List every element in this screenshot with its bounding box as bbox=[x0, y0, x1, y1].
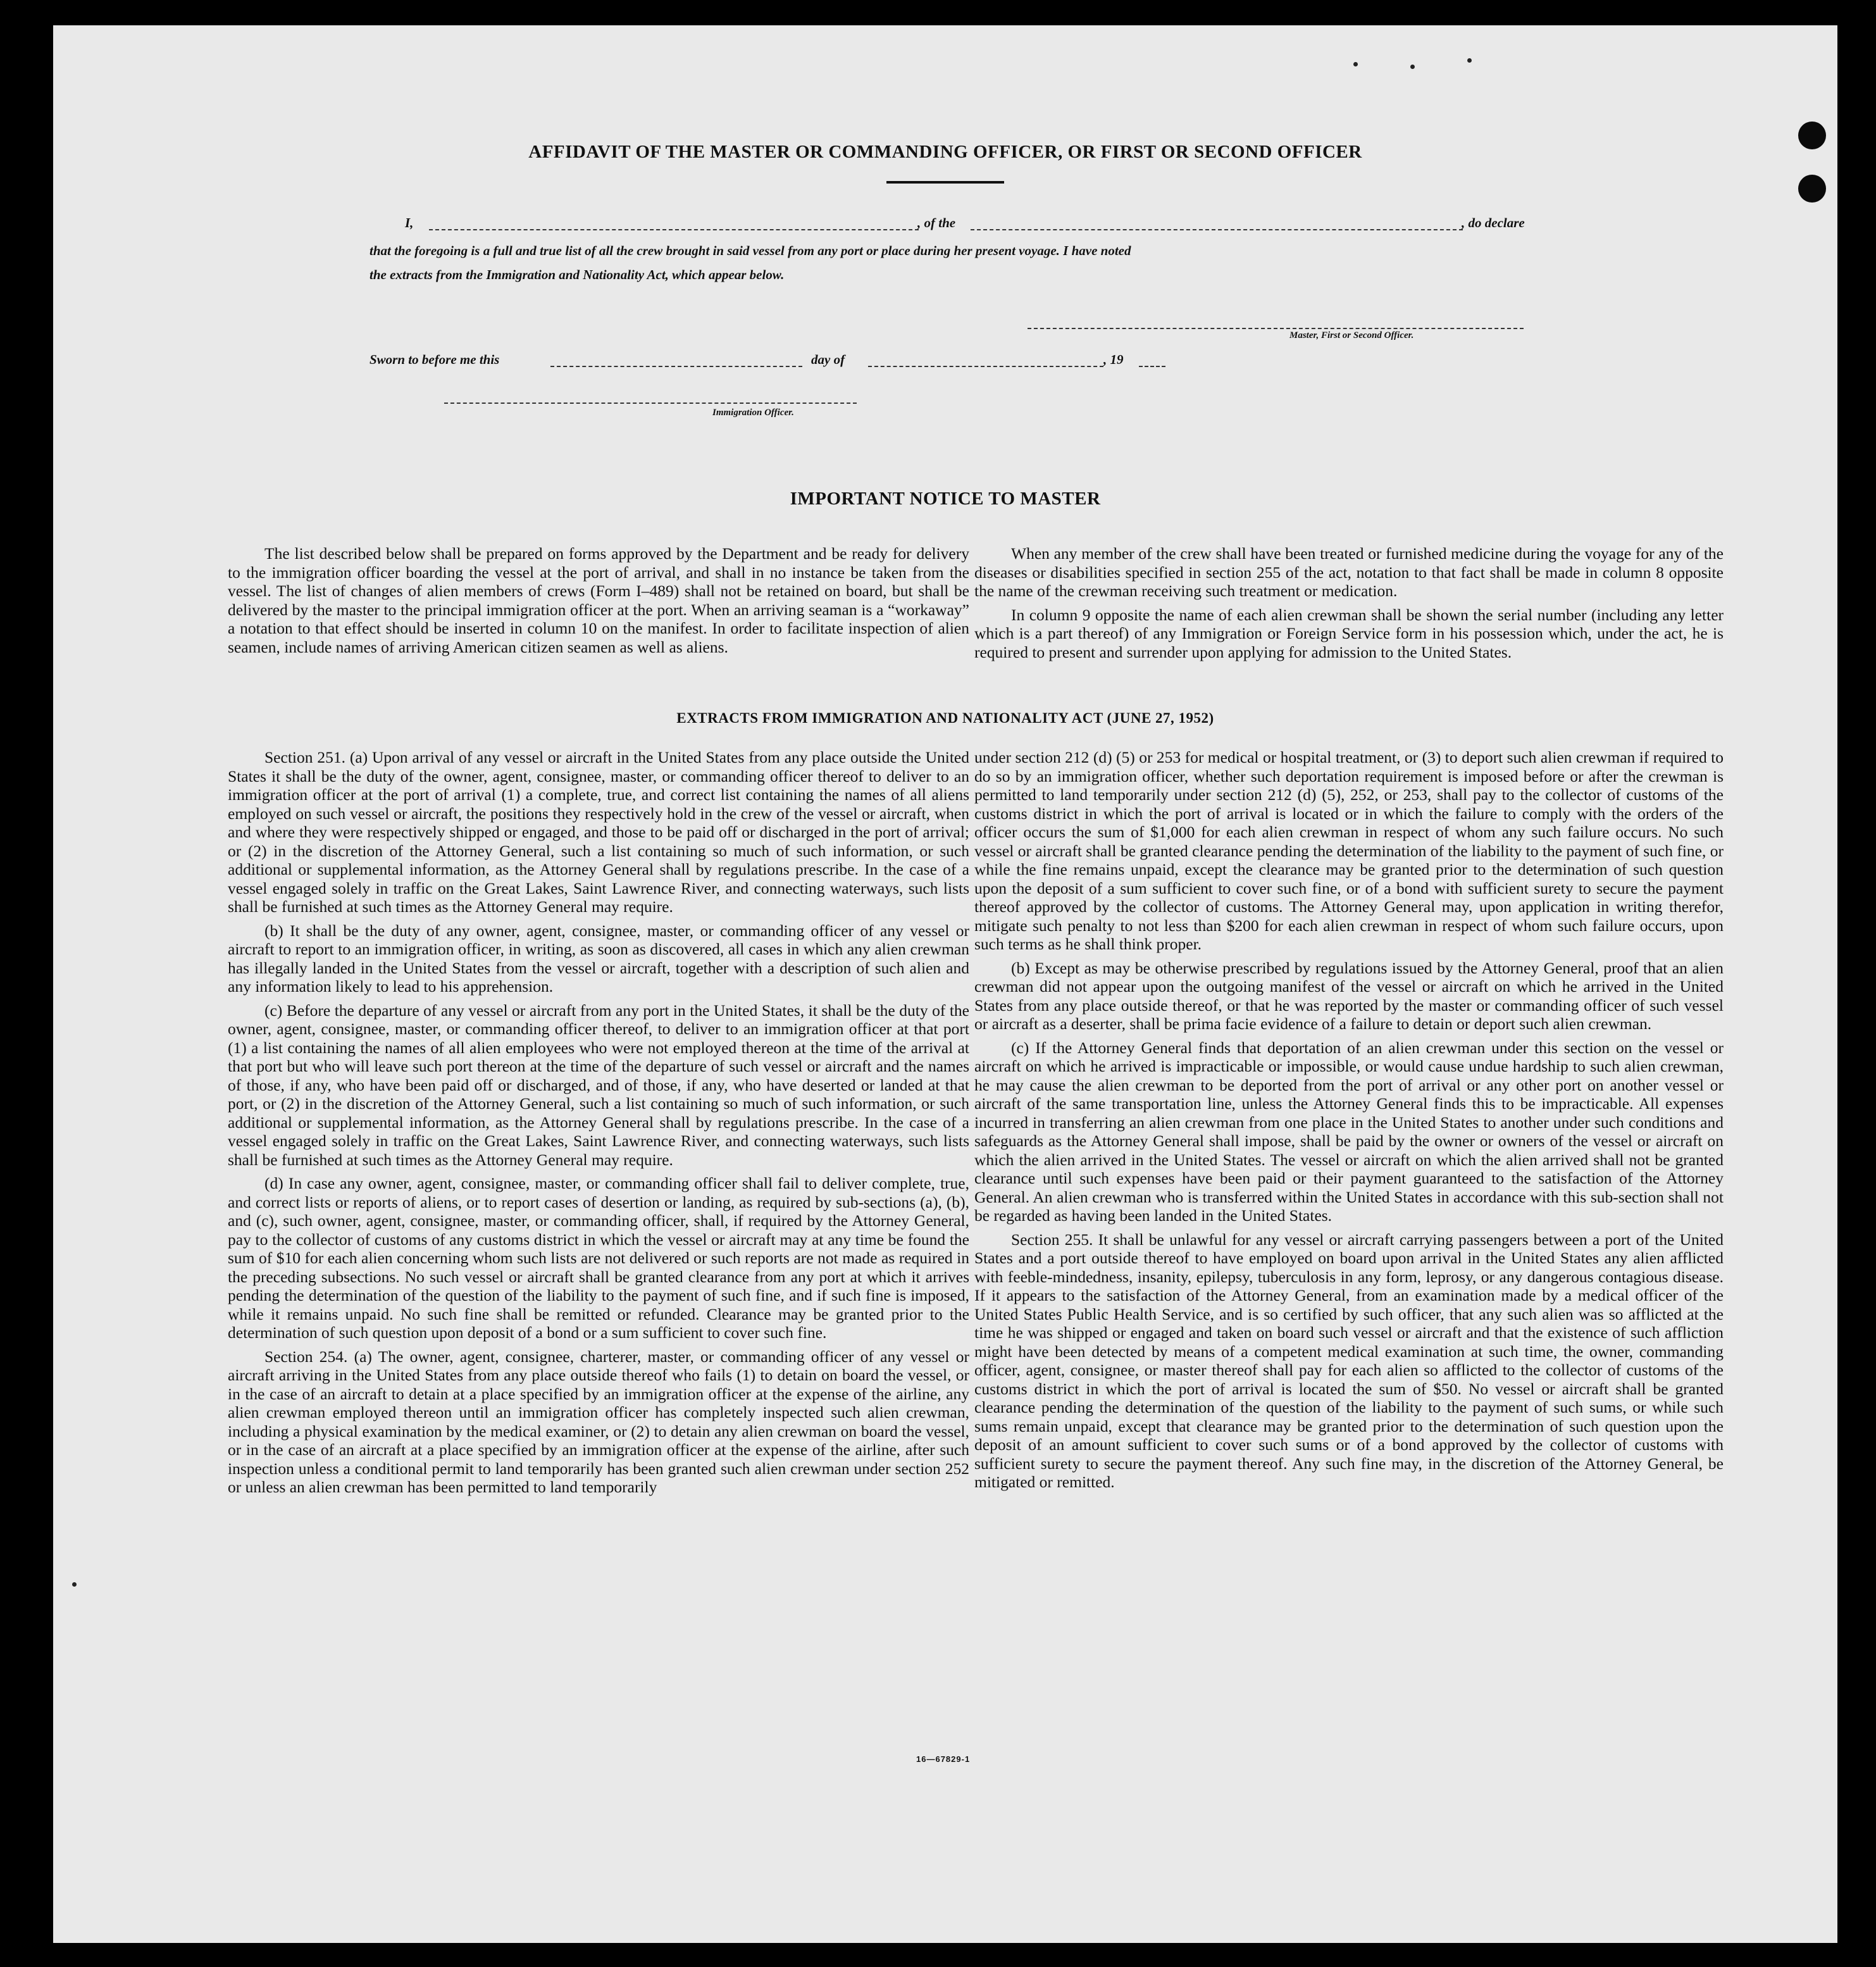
declaration-line-2: the extracts from the Immigration and Nationality Act, which appear below. bbox=[370, 267, 785, 282]
master-signature-line bbox=[1028, 328, 1524, 329]
extract-paragraph: (c) Before the departure of any vessel or aircraft from any port in the United States, it shall be the duty of the owner, agent, consignee, master, or commanding officer thereof, to deliver to an immigration officer at that port (1) a list containing the names of all alien employees who were not employed thereon at the time of the arrival at that port but who will leave such port thereon at the time of the departure of such vessel or aircraft and the names of those, if any, who have been paid off or discharged, and of those, if any, who have deserted or landed at that port, or (2) in the discretion of the Attorney General, such a list containing so much of such information, or such additional or supplemental information, as the Attorney General shall by regulations prescribe. In the case of a vessel engaged solely in traffic on the Great Lakes, Saint Lawrence River, and connecting waterways, such lists shall be furnished at such times as the Attorney General may require. bbox=[228, 1001, 969, 1169]
master-signature-caption: Master, First or Second Officer. bbox=[1289, 330, 1414, 340]
extracts-title: EXTRACTS FROM IMMIGRATION AND NATIONALITY ACT (JUNE 27, 1952) bbox=[676, 710, 1214, 726]
notice-title: IMPORTANT NOTICE TO MASTER bbox=[790, 489, 1101, 509]
document-page bbox=[53, 25, 1837, 1943]
notice-right-column bbox=[974, 544, 1724, 666]
day-of-label: day of bbox=[811, 352, 845, 367]
title-rule bbox=[886, 181, 1004, 184]
speck-mark bbox=[72, 1582, 77, 1587]
extract-paragraph: Section 255. It shall be unlawful for any vessel or aircraft carrying passengers between a port of the United States and a port outside thereof to have employed on board upon arrival in the United States any alien afflicted with feeble-mindedness, insanity, epilepsy, tuberculosis in any form, leprosy, or any dangerous contagious disease. If it appears to the satisfaction of the Attorney General, from an examination made by a medical officer of the United States Public Health Service, and is so certified by such officer, that any such alien was so afflicted at the time he was shipped or engaged and taken on board such vessel or aircraft and that the existence of such affliction might have been detected by means of a competent medical examination at such time, the owner, commanding officer, agent, consignee, or master thereof shall pay for each alien so afflicted to the collector of customs of the customs district in which the port of arrival is located the sum of $50. No vessel or aircraft shall be granted clearance pending the determination of the question of the liability to the payment of such sums, or while such sums remain unpaid, except that clearance may be granted prior to the determination of such question upon the deposit of an amount sufficient to cover such sums or of a bond approved by the collector of customs with sufficient surety to secure the payment thereof. Any such fine may, in the discretion of the Attorney General, be mitigated or remitted. bbox=[974, 1230, 1724, 1491]
year-label: , 19 bbox=[1103, 352, 1124, 367]
declaration-line-1: that the foregoing is a full and true list of all the crew brought in said vessel from any port or place during her present voyage. I have noted bbox=[370, 243, 1131, 258]
affidavit-title: AFFIDAVIT OF THE MASTER OR COMMANDING OFFICER, OR FIRST OR SECOND OFFICER bbox=[528, 142, 1362, 162]
extract-paragraph: Section 251. (a) Upon arrival of any vessel or aircraft in the United States from any place outside the United States it shall be the duty of the owner, agent, consignee, master, or commanding officer thereof to deliver to an immigration officer at the port of arrival (1) a complete, true, and correct list containing the names of all aliens employed on such vessel or aircraft, the positions they respectively hold in the crew of the vessel or aircraft, when and where they were respectively shipped or engaged, and those to be paid off or discharged in the port of arrival; or (2) in the discretion of the Attorney General, such a list containing so much of such information, or such additional or supplemental information, as the Attorney General shall by regulations prescribe. In the case of a vessel engaged solely in traffic on the Great Lakes, Saint Lawrence River, and connecting waterways, such lists shall be furnished at such times as the Attorney General may require. bbox=[228, 748, 969, 916]
affidavit-i-label: I, bbox=[405, 215, 414, 230]
extracts-right-column bbox=[974, 748, 1724, 1497]
extract-paragraph: (b) Except as may be otherwise prescribed by regulations issued by the Attorney General, proof that an alien crewman did not appear upon the outgoing manifest of the vessel or aircraft on which he arrived in the United States from any place outside thereof, or that he was reported by the master or commanding officer of such vessel or aircraft as a deserter, shall be prima facie evidence of a failure to detain or deport such alien crewman. bbox=[974, 958, 1724, 1033]
punch-hole-bottom bbox=[1798, 175, 1826, 203]
extract-paragraph: under section 212 (d) (5) or 253 for medical or hospital treatment, or (3) to deport such alien crewman if required to do so by an immigration officer, whether such deportation requirement is imposed before or after the crewman is permitted to land temporarily under section 212 (d) (5), 252, or 253, shall pay to the collector of customs of the customs district in which the port of arrival is located or in which the failure to comply with the orders of the officer occurs the sum of $1,000 for each alien crewman in respect of whom any such failure occurs. No such vessel or aircraft shall be granted clearance pending the determination of the liability to the payment of such fine, or while the fine remains unpaid, except the clearance may be granted prior to the determination of such question upon the deposit of a sum sufficient to cover such fine, or of a bond with sufficient surety to secure the payment thereof approved by the collector of customs. The Attorney General may, upon application in writing therefor, mitigate such penalty to not less than $200 for each alien crewman in respect of whom such failure occurs, upon such terms as he shall think proper. bbox=[974, 748, 1724, 953]
extract-paragraph: (d) In case any owner, agent, consignee, master, or commanding officer shall fail to deliver complete, true, and correct lists or reports of aliens, or to report cases of desertion or landing, as required by sub-sections (a), (b), and (c), such owner, agent, consignee, master, or commanding officer, shall, if required by the Attorney General, pay to the collector of customs of any customs district in which the vessel or aircraft may at any time be found the sum of $10 for each alien concerning whom such lists are not delivered or such reports are not made as required in the preceding subsections. No such vessel or aircraft shall be granted clearance from any port at which it arrives pending the determination of the question of the liability to the payment of such fine, and if such fine is imposed, while it remains unpaid. No such fine shall be remitted or refunded. Clearance may be granted prior to the determination of such question upon deposit of a bond or a sum sufficient to cover such fine. bbox=[228, 1174, 969, 1342]
notice-paragraph: In column 9 opposite the name of each alien crewman shall be shown the serial number (including any letter which is a part thereof) of any Immigration or Foreign Service form in his possession which, under the act, he is required to present and surrender upon applying for admission to the United States. bbox=[974, 605, 1724, 661]
speck-mark bbox=[1410, 65, 1415, 69]
affidavit-do-declare-label: , do declare bbox=[1462, 215, 1525, 230]
form-code: 16—67829-1 bbox=[916, 1754, 971, 1764]
year-blank-line bbox=[1139, 366, 1165, 367]
sworn-label: Sworn to before me this bbox=[370, 352, 500, 367]
speck-mark bbox=[1353, 62, 1358, 66]
speck-mark bbox=[1467, 58, 1472, 63]
extract-paragraph: (c) If the Attorney General finds that deportation of an alien crewman under this section on the vessel or aircraft on which he arrived is impracticable or impossible, or would cause undue hardship to such alien crewman, he may cause the alien crewman to be deported from the port of arrival or any other port on another vessel or aircraft of the same transportation line, unless the Attorney General finds this to be impracticable. All expenses incurred in transferring an alien crewman from one place in the United States to another under such conditions and safeguards as the Attorney General shall impose, shall be paid by the owner or owners of the vessel or aircraft on which the alien arrived in the United States. The vessel or aircraft on which the alien arrived shall not be granted clearance until such expenses have been paid or their payment guaranteed to the satisfaction of the Attorney General. An alien crewman who is transferred within the United States in accordance with this sub-section shall not be regarded as having been landed in the United States. bbox=[974, 1038, 1724, 1225]
sworn-day-blank-line bbox=[550, 366, 802, 367]
vessel-blank-line bbox=[971, 229, 1463, 230]
notice-left-column bbox=[228, 544, 969, 661]
notice-paragraph: The list described below shall be prepared on forms approved by the Department and be ready for delivery to the immigration officer boarding the vessel at the port of arrival, and shall in no instance be taken from the vessel. The list of changes of alien members of crews (Form I–489) shall not be retained on board, but shall be delivered by the master to the principal immigration officer at the port. When an arriving seaman is a “workaway” a notation to that effect should be inserted in column 10 on the manifest. In order to facilitate inspection of alien seamen, include names of arriving American citizen seamen as well as aliens. bbox=[228, 544, 969, 656]
sworn-month-blank-line bbox=[868, 366, 1103, 367]
immigration-officer-signature-line bbox=[444, 403, 857, 404]
name-blank-line bbox=[429, 229, 919, 230]
immigration-officer-caption: Immigration Officer. bbox=[712, 408, 794, 418]
affidavit-of-the-label: , of the bbox=[917, 215, 956, 230]
notice-paragraph: When any member of the crew shall have been treated or furnished medicine during the voyage for any of the diseases or disabilities specified in section 255 of the act, notation to that fact shall be made in column 8 opposite the name of the crewman receiving such treatment or medication. bbox=[974, 544, 1724, 600]
extract-paragraph: (b) It shall be the duty of any owner, agent, consignee, master, or commanding officer of any vessel or aircraft to report to an immigration officer, in writing, as soon as discovered, all cases in which any alien crewman has illegally landed in the United States from the vessel or aircraft, together with a description of such alien and any information likely to lead to his apprehension. bbox=[228, 921, 969, 996]
extract-paragraph: Section 254. (a) The owner, agent, consignee, charterer, master, or commanding officer of any vessel or aircraft arriving in the United States from any place outside thereof who fails (1) to detain on board the vessel, or in the case of an aircraft to detain at a place specified by an immigration officer at the expense of the airline, any alien crewman employed thereon until an immigration officer has completely inspected such alien crewman, including a physical examination by the medical examiner, or (2) to detain any alien crewman on board the vessel, or in the case of an aircraft at a place specified by an immigration officer at the expense of the airline, after such inspection unless a conditional permit to land temporarily has been granted such alien crewman under section 252 or unless an alien crewman has been permitted to land temporarily bbox=[228, 1347, 969, 1496]
extracts-left-column bbox=[228, 748, 969, 1502]
